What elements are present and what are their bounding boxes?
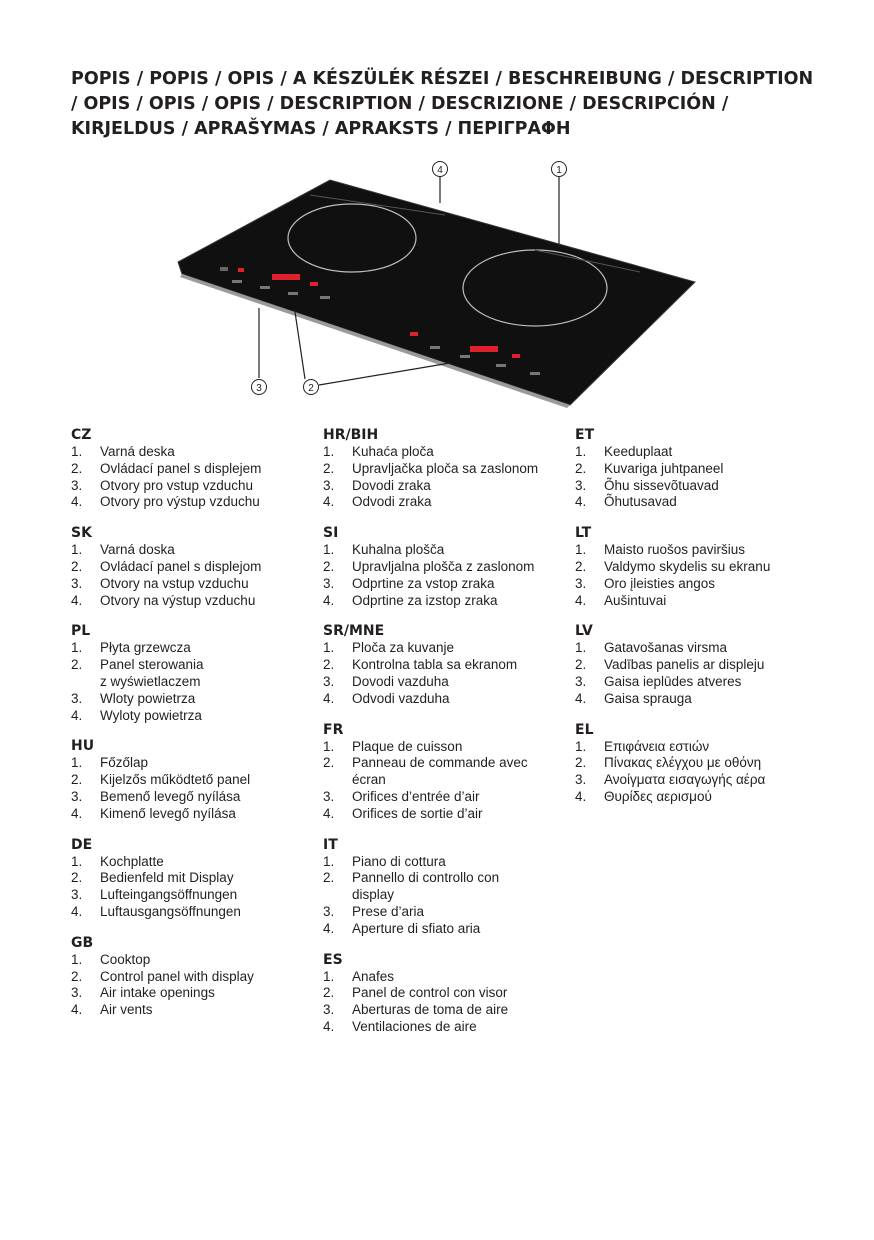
language-block bbox=[323, 622, 573, 707]
item-text: Ανοίγματα εισαγωγής αέρα bbox=[604, 772, 766, 788]
list-item bbox=[323, 674, 573, 691]
item-number: 2. bbox=[575, 460, 587, 476]
item-number: 3. bbox=[575, 772, 587, 788]
language-block bbox=[71, 426, 321, 511]
language-code: HU bbox=[71, 738, 95, 755]
item-number: 4. bbox=[323, 805, 335, 821]
item-number: 2. bbox=[71, 558, 83, 574]
item-number: 1. bbox=[323, 542, 335, 558]
item-number: 1. bbox=[323, 968, 335, 984]
list-item bbox=[323, 985, 573, 1002]
item-number: 4. bbox=[71, 592, 83, 608]
list-item bbox=[71, 691, 321, 708]
item-text: Orifices de sortie d’air bbox=[352, 805, 483, 821]
list-item bbox=[323, 640, 573, 657]
item-number: 1. bbox=[71, 853, 83, 869]
parts-list bbox=[71, 444, 321, 511]
title-line: KIRJELDUS / APRAŠYMAS / APRAKSTS / ΠΕΡΙΓΡΑΦΗ bbox=[71, 119, 571, 139]
list-item bbox=[575, 674, 825, 691]
item-text: Bemenő levegő nyílása bbox=[100, 788, 241, 804]
list-item bbox=[575, 640, 825, 657]
language-code: SK bbox=[71, 525, 92, 542]
item-number: 1. bbox=[575, 542, 587, 558]
item-text: Ovládací panel s displejem bbox=[100, 460, 262, 476]
list-item bbox=[323, 542, 573, 559]
list-item bbox=[71, 854, 321, 871]
parts-list bbox=[71, 952, 321, 1019]
list-item bbox=[323, 1019, 573, 1036]
list-item bbox=[323, 854, 573, 871]
parts-list bbox=[323, 739, 573, 823]
item-number: 4. bbox=[71, 805, 83, 821]
item-text: Odprtine za vstop zraka bbox=[352, 575, 495, 591]
item-text: Gaisa sprauga bbox=[604, 690, 692, 706]
item-text: Płyta grzewcza bbox=[100, 640, 191, 656]
item-text: Otvory na vstup vzduchu bbox=[100, 575, 249, 591]
page-title bbox=[71, 67, 814, 142]
callout-2 bbox=[304, 380, 319, 395]
item-number: 3. bbox=[323, 1002, 335, 1018]
item-text: Varná deska bbox=[100, 444, 175, 459]
item-text: Πίνακας ελέγχου με οθόνη bbox=[604, 755, 762, 771]
item-text: Prese d’aria bbox=[352, 903, 425, 919]
language-code: EL bbox=[575, 721, 594, 738]
language-code: HR/BIH bbox=[323, 427, 379, 443]
item-number: 3. bbox=[71, 690, 83, 706]
language-block bbox=[71, 934, 321, 1019]
list-item bbox=[71, 478, 321, 495]
language-code: FR bbox=[323, 721, 344, 738]
item-text: Kimenő levegő nyílása bbox=[100, 805, 236, 821]
item-text: Kontrolna tabla sa ekranom bbox=[352, 657, 518, 673]
item-number: 4. bbox=[71, 1002, 83, 1018]
list-item bbox=[323, 494, 573, 511]
item-text: Gatavošanas virsma bbox=[604, 640, 728, 656]
language-code: LT bbox=[575, 525, 592, 542]
item-text: Ventilaciones de aire bbox=[352, 1018, 477, 1034]
item-number: 2. bbox=[323, 558, 335, 574]
item-text: Maisto ruošos paviršius bbox=[604, 542, 746, 558]
list-item bbox=[71, 904, 321, 921]
item-number: 4. bbox=[323, 690, 335, 706]
list-item bbox=[71, 657, 321, 691]
item-number: 4. bbox=[575, 494, 587, 510]
item-number: 2. bbox=[575, 558, 587, 574]
language-block bbox=[575, 524, 825, 609]
item-number: 1. bbox=[71, 951, 83, 967]
list-item bbox=[323, 478, 573, 495]
item-number: 1. bbox=[323, 853, 335, 869]
language-code: PL bbox=[71, 623, 91, 640]
item-number: 3. bbox=[323, 788, 335, 804]
list-item bbox=[323, 593, 573, 610]
language-block bbox=[323, 836, 573, 938]
item-text: Upravljačka ploča sa zaslonom bbox=[352, 460, 539, 476]
item-number: 1. bbox=[575, 738, 587, 754]
list-item bbox=[575, 772, 825, 789]
item-number: 2. bbox=[71, 657, 83, 673]
svg-text:2: 2 bbox=[308, 383, 314, 394]
item-number: 2. bbox=[71, 870, 83, 886]
language-column-3 bbox=[575, 426, 825, 819]
parts-list bbox=[575, 444, 825, 511]
item-text: Kuhaća ploča bbox=[352, 444, 434, 459]
item-text: Kochplatte bbox=[100, 853, 164, 869]
list-item bbox=[323, 691, 573, 708]
item-number: 1. bbox=[323, 640, 335, 656]
list-item bbox=[323, 870, 573, 904]
list-item bbox=[323, 559, 573, 576]
item-text: Air vents bbox=[100, 1002, 153, 1018]
item-text: Cooktop bbox=[100, 951, 151, 967]
item-number: 3. bbox=[575, 477, 587, 493]
list-item bbox=[71, 461, 321, 478]
item-text: Odvodi zraka bbox=[352, 494, 432, 510]
item-text: Dovodi zraka bbox=[352, 477, 431, 493]
item-text: Vadības panelis ar displeju bbox=[604, 657, 765, 673]
list-item bbox=[575, 461, 825, 478]
item-number: 1. bbox=[323, 738, 335, 754]
item-number: 3. bbox=[71, 575, 83, 591]
language-code: SI bbox=[323, 525, 339, 542]
item-text: Otvory pro vstup vzduchu bbox=[100, 477, 254, 493]
cooktop-diagram bbox=[160, 150, 720, 410]
language-block bbox=[71, 622, 321, 724]
item-text: Kuvariga juhtpaneel bbox=[604, 460, 724, 476]
svg-text:4: 4 bbox=[437, 165, 443, 176]
list-item bbox=[323, 789, 573, 806]
item-number: 3. bbox=[323, 903, 335, 919]
list-item bbox=[575, 478, 825, 495]
list-item bbox=[575, 559, 825, 576]
item-text: Otvory pro výstup vzduchu bbox=[100, 494, 260, 510]
list-item bbox=[71, 593, 321, 610]
list-item bbox=[323, 969, 573, 986]
language-code: CZ bbox=[71, 427, 92, 443]
leader-line-2a bbox=[295, 312, 305, 379]
list-item bbox=[575, 657, 825, 674]
list-item bbox=[71, 559, 321, 576]
item-number: 4. bbox=[323, 920, 335, 936]
list-item bbox=[71, 806, 321, 823]
item-number: 3. bbox=[575, 673, 587, 689]
list-item bbox=[575, 576, 825, 593]
list-item bbox=[71, 494, 321, 511]
language-block bbox=[575, 721, 825, 806]
item-number: 4. bbox=[71, 903, 83, 919]
item-text: Panel sterowania z wyświetlaczem bbox=[100, 657, 204, 689]
list-item bbox=[71, 789, 321, 806]
item-number: 3. bbox=[323, 673, 335, 689]
list-item bbox=[71, 1002, 321, 1019]
list-item bbox=[323, 755, 573, 789]
item-number: 1. bbox=[575, 444, 587, 459]
list-item bbox=[71, 952, 321, 969]
item-text: Odvodi vazduha bbox=[352, 690, 450, 706]
item-text: Õhutusavad bbox=[604, 494, 677, 510]
item-text: Upravljalna plošča z zaslonom bbox=[352, 558, 535, 574]
item-text: Wyloty powietrza bbox=[100, 707, 202, 723]
language-column-1 bbox=[71, 426, 321, 1032]
item-text: Ovládací panel s displejom bbox=[100, 558, 262, 574]
item-number: 4. bbox=[575, 592, 587, 608]
item-number: 4. bbox=[323, 592, 335, 608]
parts-list bbox=[575, 640, 825, 707]
list-item bbox=[323, 739, 573, 756]
item-text: Επιφάνεια εστιών bbox=[604, 738, 710, 754]
item-text: Valdymo skydelis su ekranu bbox=[604, 558, 771, 574]
item-text: Otvory na výstup vzduchu bbox=[100, 592, 256, 608]
title-line: / OPIS / OPIS / OPIS / DESCRIPTION / DESCRIZIONE / DESCRIPCIÓN / bbox=[71, 94, 729, 114]
item-text: Bedienfeld mit Display bbox=[100, 870, 234, 886]
item-text: Kuhalna plošča bbox=[352, 542, 445, 558]
list-item bbox=[71, 640, 321, 657]
leader-line-2b bbox=[319, 363, 450, 385]
item-text: Varná doska bbox=[100, 542, 175, 558]
list-item bbox=[71, 985, 321, 1002]
item-text: Keeduplaat bbox=[604, 444, 673, 459]
list-item bbox=[323, 576, 573, 593]
language-block bbox=[71, 737, 321, 822]
item-number: 2. bbox=[575, 657, 587, 673]
item-text: Panneau de commande avec écran bbox=[352, 755, 528, 788]
item-text: Lufteingangsöffnungen bbox=[100, 887, 238, 903]
svg-text:3: 3 bbox=[256, 383, 262, 394]
list-item bbox=[575, 739, 825, 756]
item-number: 1. bbox=[71, 640, 83, 656]
parts-list bbox=[71, 854, 321, 921]
item-text: Plaque de cuisson bbox=[352, 738, 463, 754]
item-number: 4. bbox=[575, 788, 587, 804]
list-item bbox=[71, 887, 321, 904]
language-code: ET bbox=[575, 427, 595, 443]
item-number: 3. bbox=[71, 887, 83, 903]
language-code: SR/MNE bbox=[323, 623, 385, 640]
item-text: Pannello di controllo con display bbox=[352, 870, 500, 903]
item-text: Orifices d’entrée d’air bbox=[352, 788, 480, 804]
list-item bbox=[575, 542, 825, 559]
item-text: Control panel with display bbox=[100, 968, 254, 984]
item-text: Ploča za kuvanje bbox=[352, 640, 455, 656]
item-text: Θυρίδες αερισμού bbox=[604, 788, 712, 804]
list-item bbox=[575, 755, 825, 772]
item-text: Dovodi vazduha bbox=[352, 673, 449, 689]
item-text: Air intake openings bbox=[100, 985, 215, 1001]
parts-list bbox=[323, 854, 573, 938]
language-block bbox=[575, 426, 825, 511]
callout-3 bbox=[252, 380, 267, 395]
list-item bbox=[71, 755, 321, 772]
item-text: Gaisa ieplūdes atveres bbox=[604, 673, 742, 689]
parts-list bbox=[575, 739, 825, 806]
language-code: DE bbox=[71, 836, 93, 853]
item-number: 4. bbox=[323, 494, 335, 510]
list-item bbox=[575, 444, 825, 461]
language-block bbox=[575, 622, 825, 707]
list-item bbox=[323, 806, 573, 823]
item-text: Panel de control con visor bbox=[352, 985, 508, 1001]
item-number: 2. bbox=[575, 755, 587, 771]
parts-list bbox=[575, 542, 825, 609]
list-item bbox=[323, 461, 573, 478]
language-block bbox=[323, 426, 573, 511]
item-number: 3. bbox=[323, 575, 335, 591]
list-item bbox=[323, 1002, 573, 1019]
item-number: 1. bbox=[575, 640, 587, 656]
language-block bbox=[323, 721, 573, 823]
list-item bbox=[71, 576, 321, 593]
item-text: Odprtine za izstop zraka bbox=[352, 592, 498, 608]
list-item bbox=[71, 542, 321, 559]
item-number: 3. bbox=[71, 477, 83, 493]
item-text: Aušintuvai bbox=[604, 592, 667, 608]
item-text: Aberturas de toma de aire bbox=[352, 1002, 509, 1018]
item-number: 2. bbox=[71, 460, 83, 476]
item-number: 1. bbox=[71, 755, 83, 771]
parts-list bbox=[323, 542, 573, 609]
list-item bbox=[575, 593, 825, 610]
item-number: 4. bbox=[71, 494, 83, 510]
item-number: 4. bbox=[575, 690, 587, 706]
item-number: 3. bbox=[575, 575, 587, 591]
language-column-2 bbox=[323, 426, 573, 1049]
language-code: GB bbox=[71, 934, 94, 951]
display-right bbox=[470, 346, 498, 352]
item-number: 4. bbox=[71, 707, 83, 723]
list-item bbox=[323, 657, 573, 674]
item-number: 1. bbox=[71, 542, 83, 558]
callout-1 bbox=[552, 162, 567, 177]
item-number: 4. bbox=[323, 1018, 335, 1034]
language-block bbox=[323, 524, 573, 609]
language-block bbox=[71, 836, 321, 921]
list-item bbox=[323, 921, 573, 938]
item-number: 2. bbox=[71, 772, 83, 788]
parts-list bbox=[71, 755, 321, 822]
parts-list bbox=[323, 444, 573, 511]
parts-list bbox=[323, 640, 573, 707]
svg-text:1: 1 bbox=[556, 165, 562, 176]
list-item bbox=[323, 444, 573, 461]
item-number: 2. bbox=[323, 985, 335, 1001]
language-code: IT bbox=[323, 836, 338, 853]
list-item bbox=[575, 494, 825, 511]
item-number: 2. bbox=[71, 968, 83, 984]
parts-list bbox=[323, 969, 573, 1036]
item-text: Õhu sissevõtuavad bbox=[604, 477, 719, 493]
language-block bbox=[71, 524, 321, 609]
parts-list bbox=[71, 640, 321, 724]
item-text: Luftausgangsöffnungen bbox=[100, 903, 241, 919]
title-line: POPIS / POPIS / OPIS / A KÉSZÜLÉK RÉSZEI / BESCHREIBUNG / DESCRIPTION bbox=[71, 69, 814, 89]
list-item bbox=[575, 789, 825, 806]
item-number: 1. bbox=[71, 444, 83, 459]
list-item bbox=[71, 708, 321, 725]
item-number: 2. bbox=[323, 755, 335, 771]
list-item bbox=[71, 444, 321, 461]
item-text: Aperture di sfiato aria bbox=[352, 920, 481, 936]
item-number: 3. bbox=[71, 985, 83, 1001]
list-item bbox=[71, 870, 321, 887]
language-block bbox=[323, 951, 573, 1036]
parts-list bbox=[71, 542, 321, 609]
language-code: LV bbox=[575, 623, 593, 640]
item-text: Kijelzős működtető panel bbox=[100, 772, 251, 788]
language-code: ES bbox=[323, 951, 343, 968]
list-item bbox=[71, 969, 321, 986]
list-item bbox=[71, 772, 321, 789]
list-item bbox=[575, 691, 825, 708]
item-number: 2. bbox=[323, 657, 335, 673]
display-left bbox=[272, 274, 300, 280]
item-text: Oro įleisties angos bbox=[604, 575, 716, 591]
item-text: Anafes bbox=[352, 968, 395, 984]
item-text: Főzőlap bbox=[100, 755, 149, 771]
item-number: 3. bbox=[323, 477, 335, 493]
callout-4 bbox=[433, 162, 448, 177]
item-number: 2. bbox=[323, 460, 335, 476]
item-number: 3. bbox=[71, 788, 83, 804]
item-number: 1. bbox=[323, 444, 335, 459]
list-item bbox=[323, 904, 573, 921]
item-text: Wloty powietrza bbox=[100, 690, 196, 706]
item-text: Piano di cottura bbox=[352, 853, 446, 869]
item-number: 2. bbox=[323, 870, 335, 886]
